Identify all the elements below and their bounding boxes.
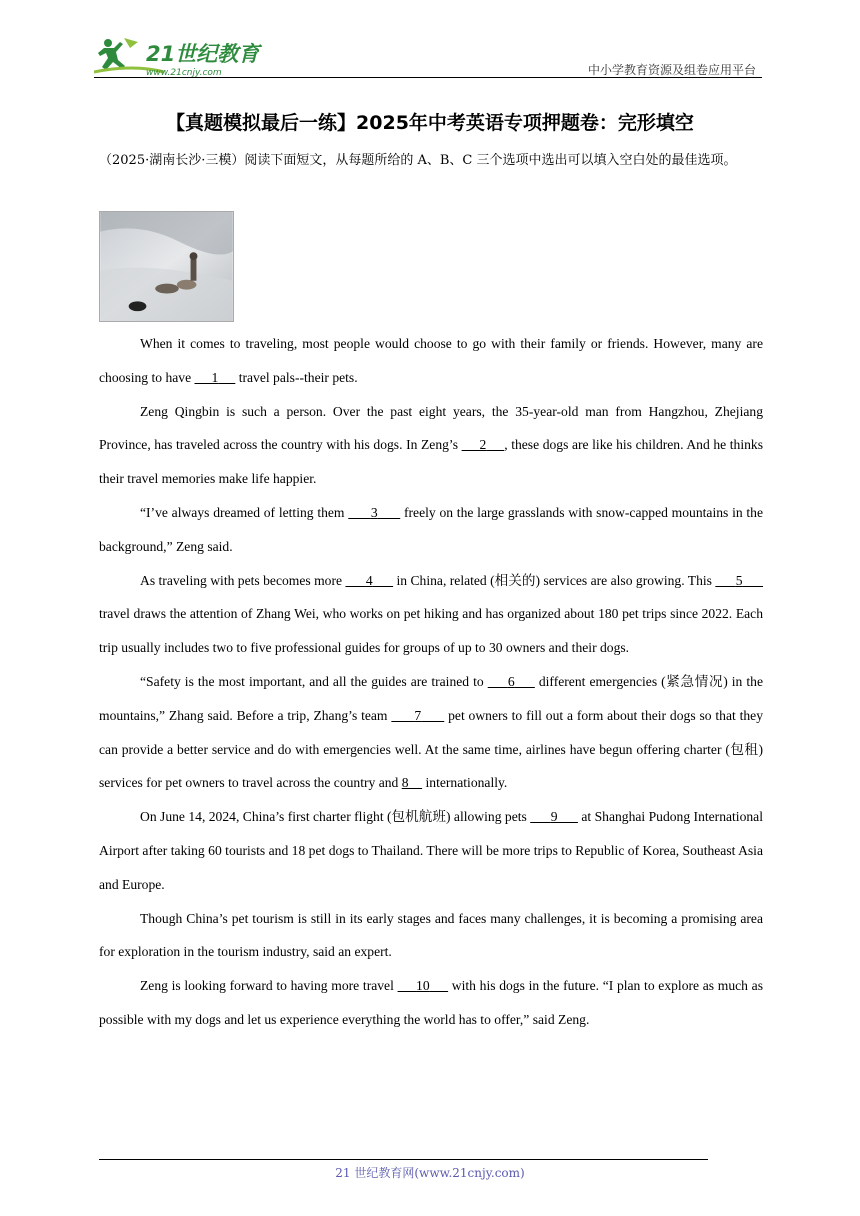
instructions: （2025·湖南长沙·三模）阅读下面短文，从每题所给的 A、B、C 三个选项中选出可以填入空白处的最佳选项。 [99,153,737,168]
svg-text:21世纪教育: 21世纪教育 [146,42,260,66]
paragraph: On June 14, 2024, China’s first charter flight (包机航班) allowing pets 9 at Shanghai Pudong International Airport after taking 60 tourists and 18 pet dogs to Thailand. There will be more trips to Republic of Korea, Southeast Asia and Europe. [99,809,763,892]
paragraph: As traveling with pets becomes more 4 in China, related (相关的) services are also growing. This 5 travel draws the attention of Zhang Wei, who works on pet hiking and has organized about 180 pet trips since 2022. Each trip usually includes two to five professional guides for groups of up to 30 owners and their dogs. [99,572,763,656]
paragraph: “Safety is the most important, and all the guides are trained to 6 different emergencies (紧急情况) in the mountains,” Zhang said. Before a trip, Zhang’s team 7 pet owners to fill out a form about their dogs so that they can provide a better service and do with emergencies well. At the same time, airlines have begun offering charter (包租) services for pet owners to travel across the country and 8 internationally. [99,673,764,791]
blank-7: 7 [414,707,422,723]
header-divider [94,77,762,78]
footer-link[interactable]: 21 世纪教育网(www.21cnjy.com) [335,1166,525,1180]
21cnjy-logo [94,34,264,78]
blank-9: 9 [550,809,558,825]
footer-divider [99,1159,708,1160]
blank-2: 2 [479,437,487,453]
blank-4: 4 [365,572,373,588]
page-header [94,34,762,80]
svg-text:www.21cnjy.com: www.21cnjy.com [146,68,222,78]
paragraph: “I’ve always dreamed of letting them 3 freely on the large grasslands with snow-capped mountains in the background,” Zeng said. [99,504,764,554]
paragraph: Zeng Qingbin is such a person. Over the past eight years, the 35-year-old man from Hangzhou, Zhejiang Province, has traveled across the country with his dogs. In Zeng’s 2 , these dogs are like his children. And he thinks their travel memories make life happier. [99,403,763,487]
passage [99,327,763,1037]
paragraph: Zeng is looking forward to having more travel 10 with his dogs in the future. “I plan to explore as much as possible with my dogs and let us experience everything the world has to offer,” said Zeng. [99,978,763,1027]
platform-name: 中小学教育资源及组卷应用平台 [587,63,756,77]
paragraph: Though China’s pet tourism is still in its early stages and faces many challenges, it is becoming a promising area for exploration in the tourism industry, said an expert. [99,910,763,960]
blank-5: 5 [735,572,743,588]
paragraph: When it comes to traveling, most people would choose to go with their family or friends. However, many are choosing to have 1 travel pals--their pets. [99,336,763,385]
blank-10: 10 [416,978,430,994]
blank-8: 8 [401,775,409,791]
page-title: 【真题模拟最后一练】2025年中考英语专项押题卷：完形填空 [166,112,694,134]
blank-6: 6 [507,673,515,689]
blank-3: 3 [370,504,378,520]
blank-1: 1 [211,369,219,385]
dogs-photo [99,211,234,322]
